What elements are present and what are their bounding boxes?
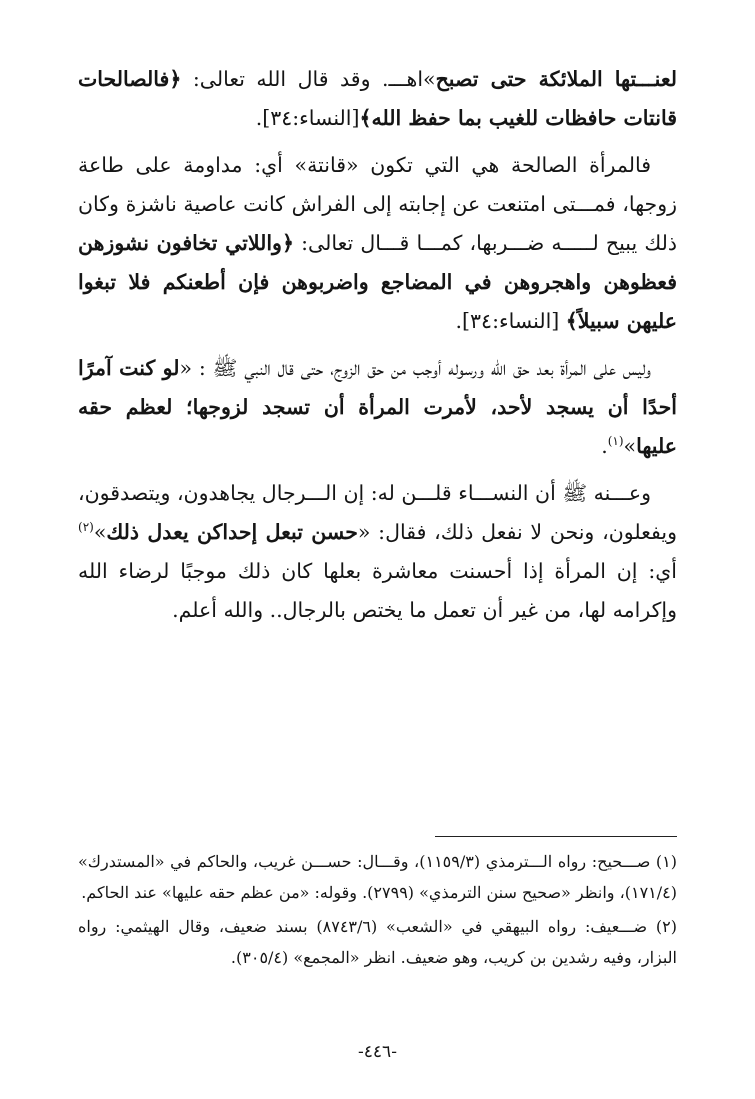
quote-close: » xyxy=(93,520,107,544)
plain-text: وليس على المرأة بعد حق الله ورسوله أوجب من حق الزوج، حتى قال النبي ﷺ : « xyxy=(179,356,651,380)
footnote-separator xyxy=(435,836,677,837)
quote-close: » xyxy=(623,434,637,458)
paragraph-1 xyxy=(78,60,677,138)
quran-verse: ﴿فالصالحات قانتات حافظات للغيب بما حفظ الله﴾ xyxy=(78,67,677,130)
footnotes xyxy=(78,846,677,976)
page-number: -٤٤٦- xyxy=(358,1042,397,1062)
punctuation: . xyxy=(601,434,608,458)
paragraph-4 xyxy=(78,474,677,630)
hadith-text: حسن تبعل إحداكن يعدل ذلك xyxy=(106,520,358,544)
plain-text: فالمرأة الصالحة هي التي تكون «قانتة» أي: مداومة على طاعة زوجها، فمـــتى امتنعت عن إجابته إلى الفراش كانت عاصية ناشزة وكان ذلك يبيح لـــــه ضـــربها، كمـــا قـــال تعالى: xyxy=(78,153,678,255)
hadith-text: لعنـــتها الملائكة حتى تصبح xyxy=(435,67,677,91)
plain-text: أي: إن المرأة إذا أحسنت معاشرة بعلها كان ذلك موجبًا لرضاء الله وإكرامه لها، من غير أن تعمل ما يختص بالرجال.. والله أعلم. xyxy=(78,559,677,622)
footnote-2: (٢) ضـــعيف: رواه البيهقي في «الشعب» (٨٧٤٣/٦) بسند ضعيف، وقال الهيثمي: رواه البزار، وفيه رشدين بن كريب، وهو ضعيف. انظر «المجمع» (٣٠٥/٤). xyxy=(78,917,678,967)
plain-text: وعـــنه ﷺ أن النســـاء قلـــن له: إن الـــرجال يجاهدون، ويتصدقون، ويفعلون، ونحن لا نفعل ذلك، فقال: « xyxy=(78,481,678,544)
footnote-marker-2[interactable]: (٢) xyxy=(78,520,94,535)
footnote-1: (١) صـــحيح: رواه الـــترمذي (١١٥٩/٣)، وقـــال: حســـن غريب، والحاكم في «المستدرك» (١٧١/٤)، وانظر «صحيح سنن الترمذي» (٢٧٩٩). وقوله: «من عظم حقه عليها» عند الحاكم. xyxy=(78,852,677,902)
hadith-text: لو كنت آمرًا أحدًا أن يسجد لأحد، لأمرت المرأة أن تسجد لزوجها؛ لعظم حقه عليها xyxy=(78,356,677,458)
paragraph-3 xyxy=(78,349,677,466)
plain-text: »اهـــ. وقد قال الله تعالى: xyxy=(181,67,436,91)
paragraph-2 xyxy=(78,146,677,341)
footnote-marker-1[interactable]: (١) xyxy=(607,434,624,449)
quran-verse: ﴿واللاتي تخافون نشوزهن فعظوهن واهجروهن في المضاجع واضربوهن فإن أطعنكم فلا تبغوا عليهن سبيلاً﴾ xyxy=(78,231,677,333)
verse-reference: [النساء:٣٤]. xyxy=(255,106,360,130)
main-text xyxy=(78,60,677,638)
verse-reference: [النساء:٣٤]. xyxy=(455,309,566,333)
